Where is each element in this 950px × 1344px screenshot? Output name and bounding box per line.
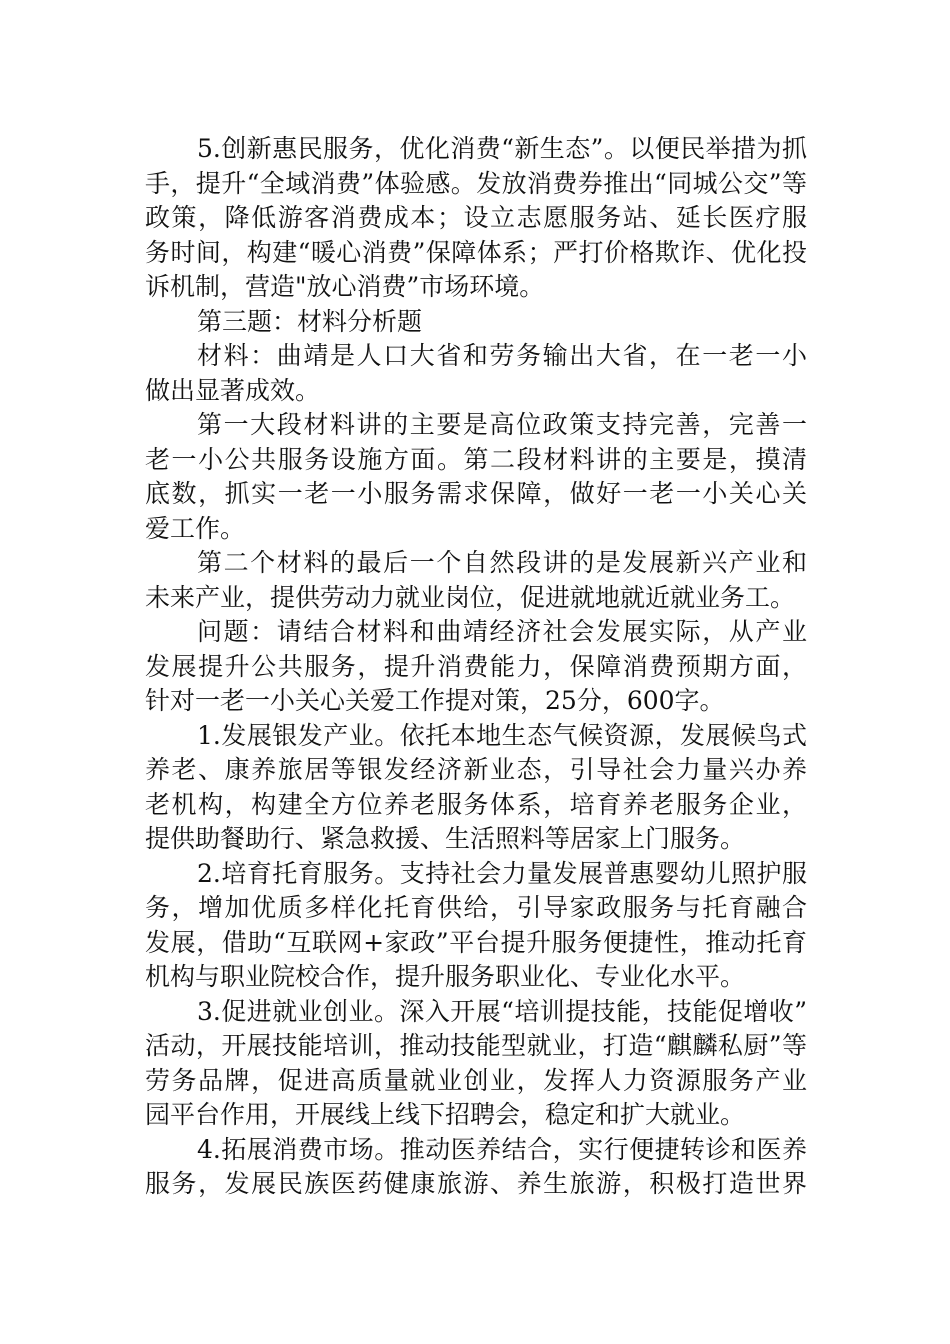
text-line: 机构与职业院校合作，提升服务职业化、专业化水平。	[145, 962, 746, 991]
text-line: 务时间，构建“暖心消费”保障体系；严打价格欺诈、优化投	[145, 237, 807, 267]
document-page	[145, 132, 807, 1202]
text-line: 1.发展银发产业。依托本地生态气候资源，发展候鸟式	[197, 720, 807, 750]
text-line: 发展提升公共服务，提升消费能力，保障消费预期方面，	[145, 651, 807, 681]
text-line: 针对一老一小关心关爱工作提对策，25分，600字。	[145, 686, 725, 715]
text-line: 老机构，构建全方位养老服务体系，培育养老服务企业，	[145, 789, 807, 819]
text-line: 务，增加优质多样化托育供给，引导家政服务与托育融合	[145, 893, 807, 922]
text-line: 第一大段材料讲的主要是高位政策支持完善，完善一	[197, 410, 807, 439]
paragraph	[145, 615, 807, 719]
paragraph	[145, 305, 807, 340]
text-line: 老一小公共服务设施方面。第二段材料讲的主要是，摸清	[145, 444, 807, 474]
text-line: 政策，降低游客消费成本；设立志愿服务站、延长医疗服	[145, 203, 807, 232]
paragraph	[145, 857, 807, 995]
text-line: 3.促进就业创业。深入开展“培训提技能，技能促增收”	[197, 996, 807, 1026]
paragraph	[145, 546, 807, 615]
text-line: 5.创新惠民服务，优化消费“新生态”。以便民举措为抓	[197, 134, 807, 163]
text-line: 材料：曲靖是人口大省和劳务输出大省，在一老一小	[197, 341, 807, 370]
text-line: 问题：请结合材料和曲靖经济社会发展实际，从产业	[197, 617, 807, 646]
paragraph	[145, 719, 807, 857]
text-line: 提供助餐助行、紧急救援、生活照料等居家上门服务。	[145, 824, 746, 853]
text-line: 发展，借助“互联网+家政”平台提升服务便捷性，推动托育	[145, 927, 807, 957]
text-line: 底数，抓实一老一小服务需求保障，做好一老一小关心关	[145, 479, 807, 508]
text-line: 未来产业，提供劳动力就业岗位，促进就地就近就业务工。	[145, 582, 796, 612]
paragraph	[145, 995, 807, 1133]
text-line: 做出显著成效。	[145, 375, 321, 405]
paragraph	[145, 1133, 807, 1202]
text-line: 园平台作用，开展线上线下招聘会，稳定和扩大就业。	[145, 1100, 746, 1129]
text-line: 诉机制，营造"放心消费”市场环境。	[145, 272, 545, 301]
text-line: 第二个材料的最后一个自然段讲的是发展新兴产业和	[197, 548, 807, 577]
text-line: 手，提升“全域消费”体验感。发放消费券推出“同城公交”等	[145, 168, 807, 198]
text-line: 劳务品牌，促进高质量就业创业，发挥人力资源服务产业	[145, 1065, 807, 1095]
paragraph	[145, 408, 807, 546]
text-line: 爱工作。	[145, 513, 246, 543]
paragraph	[145, 339, 807, 408]
text-line: 第三题：材料分析题	[197, 306, 423, 336]
text-line: 活动，开展技能培训，推动技能型就业，打造“麒麟私厨”等	[145, 1031, 807, 1060]
text-line: 4.拓展消费市场。推动医养结合，实行便捷转诊和医养	[197, 1134, 807, 1164]
paragraph	[145, 132, 807, 305]
text-line: 2.培育托育服务。支持社会力量发展普惠婴幼儿照护服	[197, 858, 807, 888]
text-line: 服务，发展民族医药健康旅游、养生旅游，积极打造世界	[145, 1169, 807, 1198]
text-line: 养老、康养旅居等银发经济新业态，引导社会力量兴办养	[145, 755, 807, 784]
